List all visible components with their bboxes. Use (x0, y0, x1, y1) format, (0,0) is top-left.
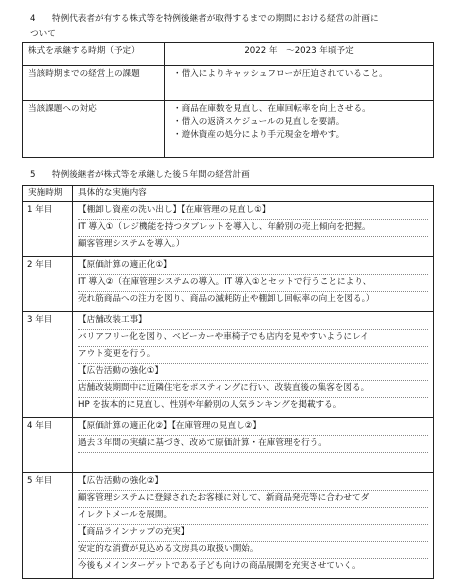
plan-line: 【商品ラインナップの充実】 (78, 526, 428, 542)
issue-response-cell (165, 101, 434, 158)
plan-year-4-content (73, 418, 434, 473)
issue-response-label: 当該課題への対応 (23, 101, 165, 158)
plan-line: 【原価計算の適正化②】【在庫管理の見直し②】 (78, 420, 428, 436)
succession-plan-table (22, 42, 434, 158)
plan-line: イレクトメールを展開。 (78, 509, 428, 525)
management-issue-cell (165, 66, 434, 101)
plan-year-1: 1 年目 (23, 202, 73, 257)
table-row (23, 202, 434, 257)
issue-response-item: ・商品在庫数を見直し、在庫回転率を向上させる。 (173, 104, 371, 114)
table-header-row (23, 186, 434, 202)
plan-line: HP を抜本的に見直し、性別や年齢別の人気ランキングを掲載する。 (78, 400, 342, 410)
plan-line: 過去３年間の実績に基づき、改めて原価計算・在庫管理を行う。 (78, 437, 428, 453)
section-4-title-line1: 特例代表者が有する株式等を特例後継者が取得するまでの期間における経営の計画に (52, 14, 379, 24)
plan-line: 【原価計算の適正化①】 (78, 259, 428, 275)
table-row (23, 257, 434, 312)
section-4-number: 4 (30, 14, 36, 24)
plan-line: IT 導入①（レジ機能を持つタブレットを導入し、年齢別の売上傾向を把握。 (78, 221, 428, 237)
plan-year-3: 3 年目 (23, 312, 73, 418)
succession-timing-label: 株式を承継する時期（予定） (23, 43, 165, 66)
header-timing: 実施時期 (23, 186, 73, 202)
plan-line: IT 導入②（在庫管理システムの導入。IT 導入①とセットで行うことにより、 (78, 276, 428, 292)
table-row (23, 312, 434, 418)
plan-line-blank (78, 454, 428, 469)
plan-year-2-content (73, 257, 434, 312)
table-row (23, 66, 434, 101)
plan-line: 売れ筋商品への注力を図り、商品の滅耗防止や棚卸し回転率の向上を図る。） (78, 294, 375, 304)
section-4-title-line2: ついて (30, 29, 56, 39)
plan-year-4: 4 年目 (23, 418, 73, 473)
succession-timing-value: 2022 年 ～2023 年頃予定 (165, 43, 434, 66)
plan-year-2: 2 年目 (23, 257, 73, 312)
plan-year-1-content (73, 202, 434, 257)
plan-year-3-content (73, 312, 434, 418)
plan-line: 顧客管理システムに登録されたお客様に対して、新商品発売等に合わせてダ (78, 492, 428, 508)
section-5-title (22, 168, 434, 183)
table-row (23, 418, 434, 473)
five-year-plan-table (22, 185, 434, 579)
plan-line: 【広告活動の強化①】 (78, 365, 428, 381)
plan-line: アウト変更を行う。 (78, 348, 428, 364)
plan-line: 店舗改装期間中に近隣住宅をポスティングに行い、改装直後の集客を図る。 (78, 382, 428, 398)
plan-year-5-content (73, 473, 434, 579)
table-row (23, 473, 434, 579)
header-content: 具体的な実施内容 (73, 186, 434, 202)
management-issue-item: ・借入によりキャッシュフローが圧迫されていること。 (173, 69, 388, 79)
management-issue-label: 当該時期までの経営上の課題 (23, 66, 165, 101)
issue-response-item: ・遊休資産の処分により手元現金を増やす。 (173, 130, 345, 140)
table-row (23, 43, 434, 66)
plan-line: 【店舗改装工事】 (78, 314, 428, 330)
issue-response-item: ・借入の返済スケジュールの見直しを要請。 (173, 117, 345, 127)
plan-line: 今後もメインターゲットである子ども向けの商品展開を充実させていく。 (78, 561, 361, 571)
section-5-title-text: 特例後継者が株式等を承継した後５年間の経営計画 (52, 170, 250, 180)
section-4-title (22, 12, 434, 42)
section-5-number: 5 (30, 170, 36, 180)
plan-line: バリアフリー化を図り、ベビーカーや車椅子でも店内を見やすいようにレイ (78, 331, 428, 347)
plan-line: 【広告活動の強化②】 (78, 475, 428, 491)
plan-year-5: 5 年目 (23, 473, 73, 579)
plan-line: 安定的な消費が見込める文房具の取扱い開始。 (78, 543, 428, 559)
plan-line: 【棚卸し資産の洗い出し】【在庫管理の見直し①】 (78, 204, 428, 220)
table-row (23, 101, 434, 158)
plan-line: 顧客管理システムを導入。） (78, 239, 185, 249)
